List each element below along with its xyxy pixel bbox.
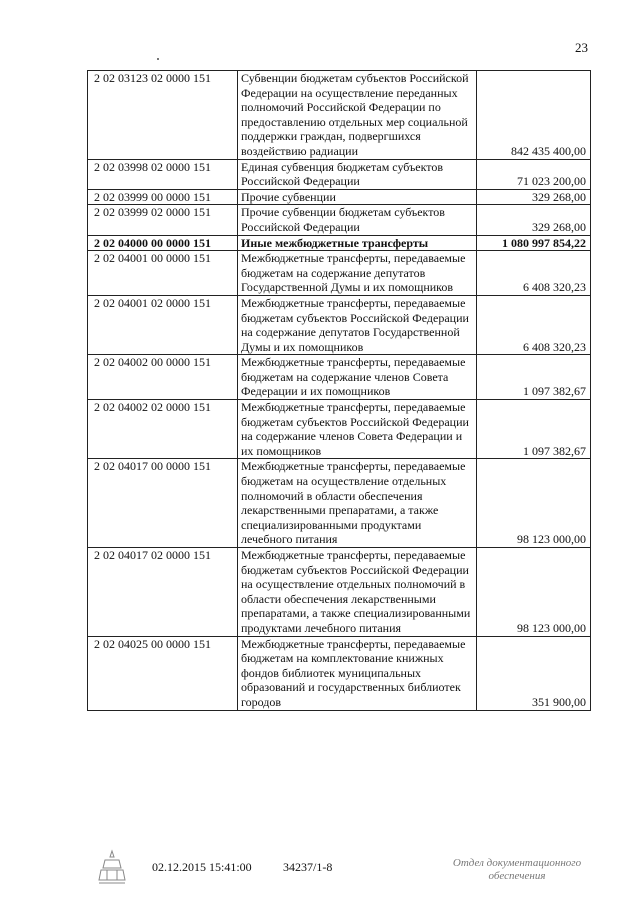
code-cell: 2 02 04001 00 0000 151 <box>88 251 238 296</box>
code-cell: 2 02 04002 02 0000 151 <box>88 400 238 459</box>
name-cell: Межбюджетные трансферты, передаваемые бюджетам на осуществление отдельных полномочий в области обеспечения лекарственными препаратами, а также специализированными продуктами лечебного питания <box>238 459 477 548</box>
name-cell: Прочие субвенции <box>238 189 477 205</box>
amount-cell: 98 123 000,00 <box>477 459 591 548</box>
amount-cell: 98 123 000,00 <box>477 548 591 637</box>
code-cell: 2 02 04017 02 0000 151 <box>88 548 238 637</box>
code-cell: 2 02 03123 02 0000 151 <box>88 71 238 160</box>
table-row <box>88 71 591 160</box>
amount-cell: 351 900,00 <box>477 636 591 710</box>
stamp-line-2: обеспечения <box>488 870 546 882</box>
table-row <box>88 459 591 548</box>
footer-datetime: 02.12.2015 15:41:00 <box>152 860 252 874</box>
code-cell: 2 02 03998 02 0000 151 <box>88 159 238 189</box>
table-row <box>88 355 591 400</box>
name-cell: Межбюджетные трансферты, передаваемые бюджетам субъектов Российской Федерации на осуществление отдельных полномочий в области обеспечения лекарственными препаратами, а также специализированными продуктами лечебного питания <box>238 548 477 637</box>
table-row <box>88 251 591 296</box>
amount-cell: 1 097 382,67 <box>477 400 591 459</box>
name-cell: Межбюджетные трансферты, передаваемые бюджетам субъектов Российской Федерации на содержание депутатов Государственной Думы и их помощников <box>238 295 477 354</box>
amount-cell: 6 408 320,23 <box>477 295 591 354</box>
table-row <box>88 235 591 251</box>
code-cell: 2 02 04000 00 0000 151 <box>88 235 238 251</box>
amount-cell: 1 097 382,67 <box>477 355 591 400</box>
name-cell: Единая субвенция бюджетам субъектов Российской Федерации <box>238 159 477 189</box>
amount-cell: 1 080 997 854,22 <box>477 235 591 251</box>
name-cell: Субвенции бюджетам субъектов Российской Федерации на осуществление переданных полномочий Российской Федерации по предоставлению отдельных мер социальной поддержки граждан, подвергшихся воздействию радиации <box>238 71 477 160</box>
table-row <box>88 548 591 637</box>
footer-doc-number: 34237/1-8 <box>283 860 333 874</box>
code-cell: 2 02 03999 02 0000 151 <box>88 205 238 235</box>
emblem-icon <box>95 848 129 886</box>
table-row <box>88 636 591 710</box>
code-cell: 2 02 04001 02 0000 151 <box>88 295 238 354</box>
table-row <box>88 205 591 235</box>
name-cell: Межбюджетные трансферты, передаваемые бюджетам на содержание депутатов Государственной Думы и их помощников <box>238 251 477 296</box>
code-cell: 2 02 04025 00 0000 151 <box>88 636 238 710</box>
name-cell: Межбюджетные трансферты, передаваемые бюджетам на комплектование книжных фондов библиотек муниципальных образований и государственных библиотек городов <box>238 636 477 710</box>
amount-cell: 329 268,00 <box>477 205 591 235</box>
department-stamp <box>432 857 602 883</box>
code-cell: 2 02 04002 00 0000 151 <box>88 355 238 400</box>
name-cell: Иные межбюджетные трансферты <box>238 235 477 251</box>
table-row <box>88 159 591 189</box>
amount-cell: 71 023 200,00 <box>477 159 591 189</box>
budget-table <box>87 70 591 711</box>
code-cell: 2 02 03999 00 0000 151 <box>88 189 238 205</box>
table-row <box>88 400 591 459</box>
scan-speck <box>157 58 159 60</box>
amount-cell: 6 408 320,23 <box>477 251 591 296</box>
name-cell: Межбюджетные трансферты, передаваемые бюджетам субъектов Российской Федерации на содержание членов Совета Федерации и их помощников <box>238 400 477 459</box>
amount-cell: 842 435 400,00 <box>477 71 591 160</box>
name-cell: Прочие субвенции бюджетам субъектов Российской Федерации <box>238 205 477 235</box>
name-cell: Межбюджетные трансферты, передаваемые бюджетам на содержание членов Совета Федерации и их помощников <box>238 355 477 400</box>
amount-cell: 329 268,00 <box>477 189 591 205</box>
page-number: 23 <box>575 40 588 55</box>
stamp-line-1: Отдел документационного <box>452 857 582 869</box>
code-cell: 2 02 04017 00 0000 151 <box>88 459 238 548</box>
table-row <box>88 295 591 354</box>
table-row <box>88 189 591 205</box>
